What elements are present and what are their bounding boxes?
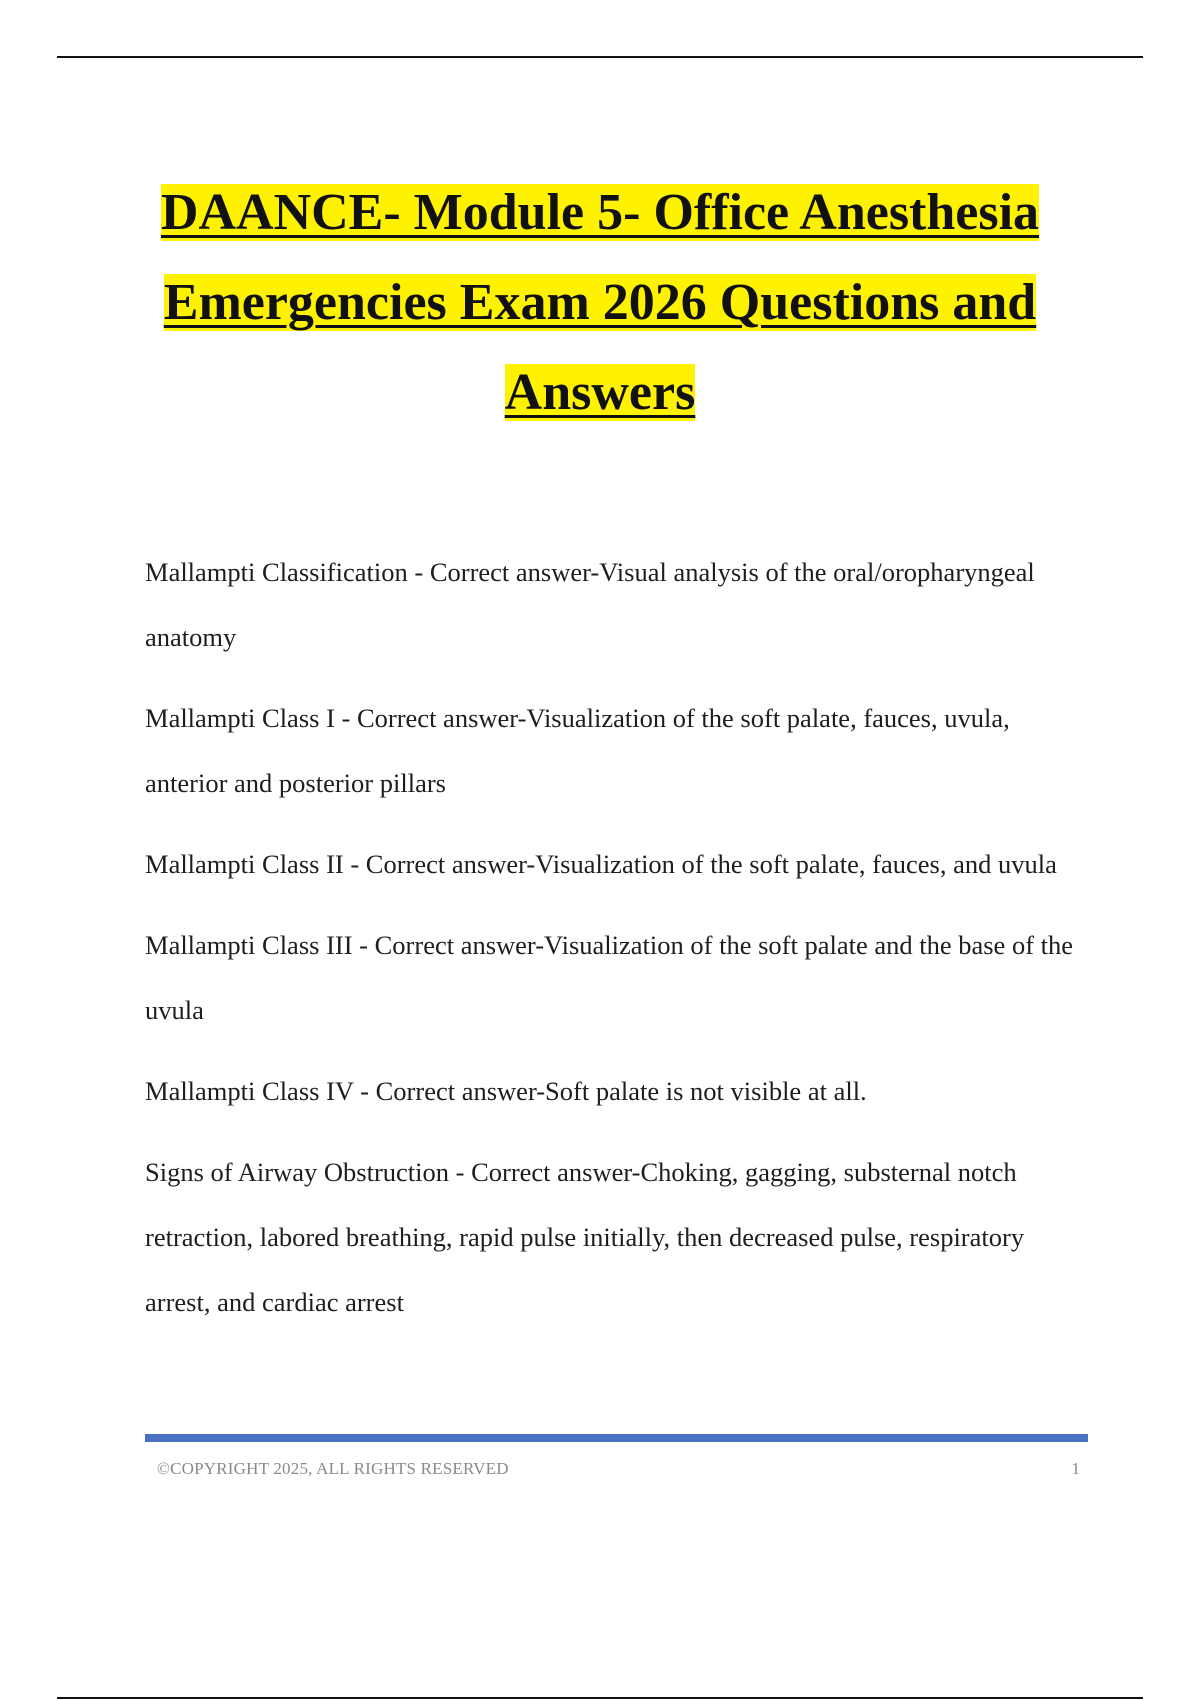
page-number: 1 xyxy=(1071,1459,1080,1478)
title-line-1: DAANCE- Module 5- Office Anesthesia xyxy=(160,184,1040,241)
qa-item-mallampati-class-4: Mallampti Class IV - Correct answer-Soft palate is not visible at all. xyxy=(145,1076,867,1106)
qa-item-mallampati-class-3: Mallampti Class III - Correct answer-Visualization of the soft palate and the base of the uvula xyxy=(145,930,1074,1025)
title-line-3: Answers xyxy=(504,364,696,421)
qa-item-mallampati-class-1: Mallampti Class I - Correct answer-Visualization of the soft palate, fauces, uvula, anterior and posterior pillars xyxy=(145,703,1010,798)
footer-bar xyxy=(145,1434,1088,1442)
top-divider xyxy=(57,56,1143,58)
qa-item-mallampati-classification: Mallampti Classification - Correct answer-Visual analysis of the oral/oropharyngeal anatomy xyxy=(145,557,1035,652)
qa-item-mallampati-class-2: Mallampti Class II - Correct answer-Visualization of the soft palate, fauces, and uvula xyxy=(145,849,1057,879)
document-title xyxy=(100,168,1100,438)
qa-list xyxy=(145,540,1095,1351)
bottom-divider xyxy=(57,1697,1143,1699)
qa-item-airway-obstruction: Signs of Airway Obstruction - Correct answer-Choking, gagging, substernal notch retraction, labored breathing, rapid pulse initially, then decreased pulse, respiratory arrest, and cardiac arrest xyxy=(145,1157,1025,1317)
title-line-2: Emergencies Exam 2026 Questions and xyxy=(163,274,1037,331)
footer-copyright: ©COPYRIGHT 2025, ALL RIGHTS RESERVED xyxy=(157,1459,509,1478)
